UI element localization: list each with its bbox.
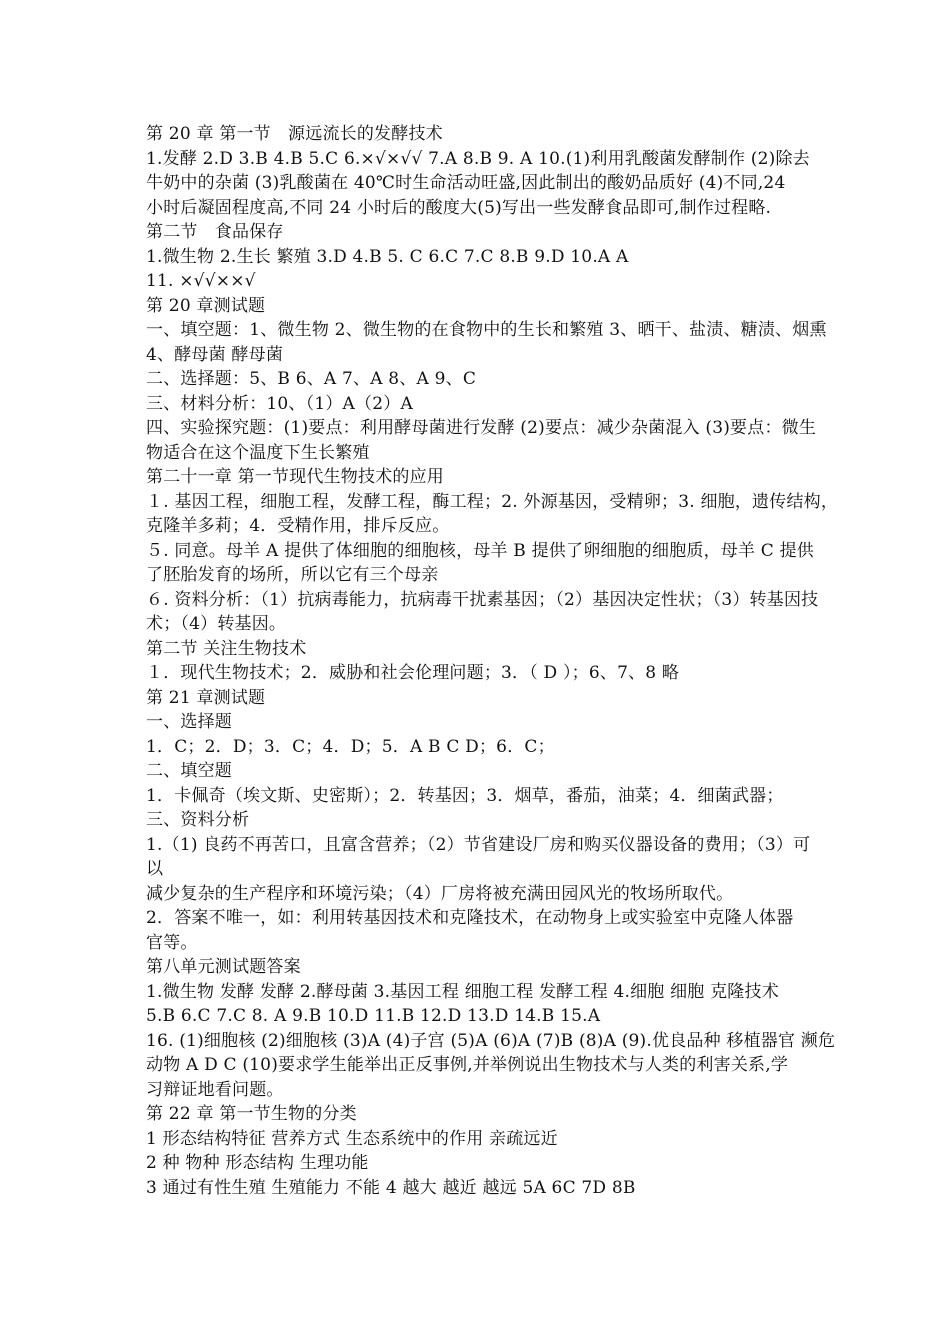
answer-line: 3 通过有性生殖 生殖能力 不能 4 越大 越近 越远 5A 6C 7D 8B [146, 1177, 636, 1198]
answer-line: 1．C；2．D；3．C；4．D；5．A B C D；6．C； [146, 736, 555, 757]
answer-line: 四、实验探究题：(1)要点：利用酵母菌进行发酵 (2)要点：减少杂菌混入 (3)要点：微生 [146, 418, 817, 438]
answer-line: 习辩证地看问题。 [146, 1079, 284, 1100]
document-body [146, 122, 852, 1200]
section-heading: 第八单元测试题答案 [146, 957, 301, 977]
answer-line: 官等。 [146, 932, 198, 953]
answer-line: 2．答案不唯一，如：利用转基因技术和克隆技术，在动物身上或实验室中克隆人体器 [146, 908, 794, 928]
answer-line: 1.（1) 良药不再苦口，且富含营养；（2）节省建设厂房和购买仪器设备的费用；（3）可 [146, 834, 811, 855]
section-heading: 第二节 关注生物技术 [146, 638, 307, 659]
section-heading: 第 20 章 第一节 源远流长的发酵技术 [146, 124, 443, 144]
answer-line: 动物 A D C (10)要求学生能举出正反事例,并举例说出生物技术与人类的利害关系,学 [146, 1055, 789, 1075]
subsection-heading: 一、选择题 [146, 712, 232, 732]
answer-line: 术；（4）转基因。 [146, 614, 287, 634]
answer-line: 5.B 6.C 7.C 8. A 9.B 10.D 11.B 12.D 13.D 14.B 15.A [146, 1006, 601, 1026]
answer-line: 减少复杂的生产程序和环境污染；（4）厂房将被充满田园风光的牧场所取代。 [146, 883, 734, 904]
answer-line: 1.发酵 2.D 3.B 4.B 5.C 6.×√×√√ 7.A 8.B 9. A 10.(1)利用乳酸菌发酵制作 (2)除去 [146, 148, 810, 169]
section-heading: 第二节 食品保存 [146, 222, 284, 242]
answer-line: ６. 资料分析：（1）抗病毒能力，抗病毒干扰素基因；（2）基因决定性状；（3）转基因技 [146, 589, 819, 610]
answer-line: 2 种 物种 形态结构 生理功能 [146, 1153, 369, 1173]
answer-line: 11. ×√√××√ [146, 271, 256, 291]
subsection-heading: 二、填空题 [146, 761, 232, 781]
answer-line: 物适合在这个温度下生长繁殖 [146, 442, 370, 463]
answer-line: 小时后凝固程度高,不同 24 小时后的酸度大(5)写出一些发酵食品即可,制作过程略. [146, 197, 772, 218]
answer-line: 1．卡佩奇（埃文斯、史密斯）；2．转基因；3．烟草，番茄，油菜；4．细菌武器； [146, 785, 784, 806]
section-heading: 第 22 章 第一节生物的分类 [146, 1104, 357, 1124]
answer-line: 牛奶中的杂菌 (3)乳酸菌在 40℃时生命活动旺盛,因此制出的酸奶品质好 (4)不同,24 [146, 173, 786, 193]
answer-line: 一、填空题：1、微生物 2、微生物的在食物中的生长和繁殖 3、晒干、盐渍、糖渍、烟熏 [146, 320, 827, 340]
answer-line: 克隆羊多莉；4．受精作用，排斥反应。 [146, 516, 450, 536]
answer-line: 1 形态结构特征 营养方式 生态系统中的作用 亲疏远近 [146, 1128, 558, 1149]
answer-line: 1.微生物 发酵 发酵 2.酵母菌 3.基因工程 细胞工程 发酵工程 4.细胞 细胞 克隆技术 [146, 981, 779, 1002]
section-heading: 第 20 章测试题 [146, 295, 266, 316]
answer-line: 三、材料分析：10、（1）A（2）A [146, 393, 413, 414]
section-heading: 第 21 章测试题 [146, 687, 266, 708]
answer-line: 16. (1)细胞核 (2)细胞核 (3)A (4)子宫 (5)A (6)A (7)B (8)A (9).优良品种 移植器官 濒危 [146, 1030, 836, 1051]
answer-line: 二、选择题：5、B 6、A 7、A 8、A 9、C [146, 369, 477, 389]
answer-line: 4、酵母菌 酵母菌 [146, 344, 284, 365]
answer-line: ５. 同意。母羊 A 提供了体细胞的细胞核，母羊 B 提供了卵细胞的细胞质，母羊 C 提供 [146, 540, 815, 561]
subsection-heading: 三、资料分析 [146, 810, 250, 830]
answer-line: 以 [146, 859, 164, 879]
answer-line: 1.微生物 2.生长 繁殖 3.D 4.B 5. C 6.C 7.C 8.B 9.D 10.A A [146, 246, 629, 267]
answer-line: １．现代生物技术；2．威胁和社会伦理问题；3．（ D ）；6、7、8 略 [146, 663, 680, 683]
answer-line: １. 基因工程，细胞工程，发酵工程，酶工程；2. 外源基因，受精卵；3. 细胞，遗传结构， [146, 491, 839, 512]
answer-line: 了胚胎发育的场所，所以它有三个母亲 [146, 565, 439, 585]
section-heading: 第二十一章 第一节现代生物技术的应用 [146, 467, 445, 487]
